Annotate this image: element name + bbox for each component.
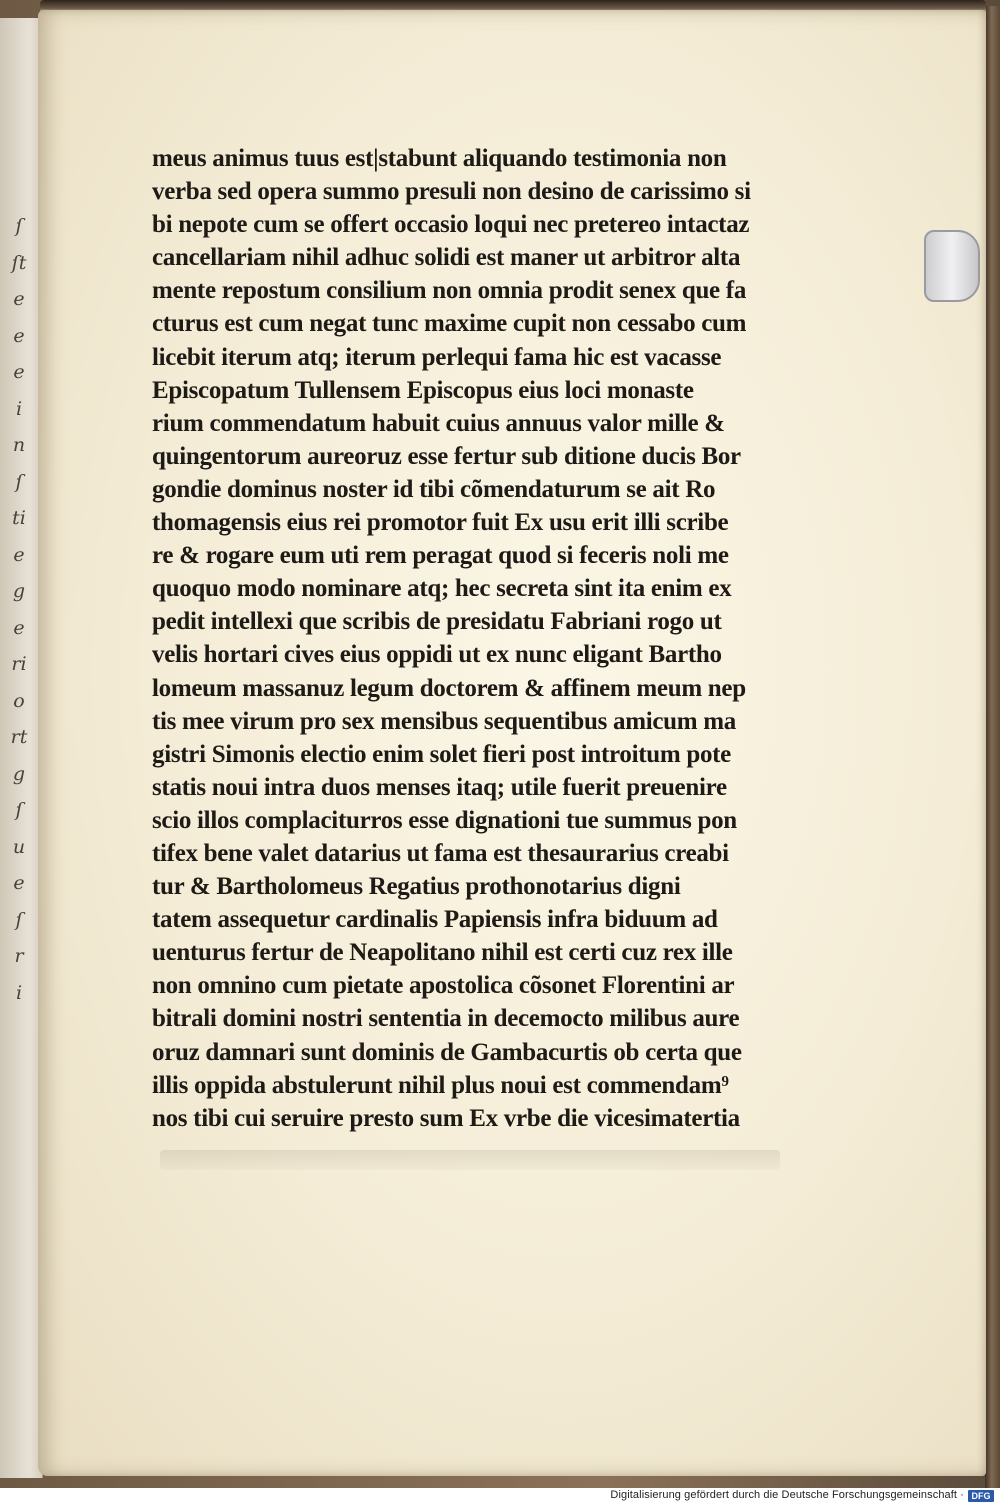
text-line: illis oppida abstulerunt nihil plus noui est commendam⁹ (152, 1071, 729, 1099)
text-line: lomeum massanuz legum doctorem & affinem meum nep (152, 674, 746, 702)
margin-letter: e (13, 361, 25, 383)
margin-letter: ſ (15, 908, 23, 931)
text-line: Episcopatum Tullensem Episcopus eius loci monaste (152, 376, 694, 404)
margin-letter: r (14, 945, 24, 967)
margin-letter: e (13, 872, 25, 894)
text-line: rium commendatum habuit cuius annuus valor mille & (152, 409, 725, 437)
margin-letter: ſt (11, 251, 27, 274)
margin-letter: n (12, 434, 26, 456)
text-line: statis noui intra duos menses itaq; utile fuerit preuenire (152, 773, 727, 801)
funding-note: Digitalisierung gefördert durch die Deutsche Forschungsgemeinschaft · (610, 1489, 964, 1501)
text-line: quingentorum aureoruz esse fertur sub ditione ducis Bor (152, 442, 741, 470)
page-clip (924, 230, 980, 302)
text-line: tur & Bartholomeus Regatius prothonotarius digni (152, 873, 681, 901)
text-line: velis hortari cives eius oppidi ut ex nunc eligant Bartho (152, 641, 722, 669)
margin-letter: ſ (15, 470, 23, 493)
text-line: quoquo modo nominare atq; hec secreta sint ita enim ex (152, 575, 732, 603)
text-line: tatem assequetur cardinalis Papiensis infra biduum ad (152, 906, 718, 934)
margin-letter: g (12, 580, 26, 602)
text-line: scio illos complaciturros esse dignationi tue summus pon (152, 806, 737, 834)
margin-letter: ſ (15, 799, 23, 821)
printed-text-block (152, 142, 792, 1135)
margin-letter: e (13, 616, 25, 639)
text-line: tifex bene valet datarius ut fama est thesaurarius creabi (152, 839, 729, 867)
text-line: pedit intellexi que scribis de presidatu Fabriani rogo ut (152, 608, 722, 636)
text-line: nos tibi cui seruire presto sum Ex vrbe die vicesimatertia (152, 1104, 740, 1132)
margin-letter: i (15, 981, 23, 1004)
text-line: tis mee virum pro sex mensibus sequentibus amicum ma (152, 707, 736, 735)
text-line: re & rogare eum uti rem peragat quod si feceris noli me (152, 542, 729, 570)
text-line: licebit iterum atq; iterum perlequi fama hic est vacasse (152, 343, 722, 371)
margin-letter: ri (11, 653, 27, 675)
text-line: mente repostum consilium non omnia prodit senex que fa (152, 277, 747, 305)
margin-letter: ſ (15, 215, 23, 237)
book-edge-right (985, 6, 1000, 1488)
margin-letter: e (13, 324, 25, 347)
text-line: non omnino cum pietate apostolica cõsonet Florentini ar (152, 972, 735, 1000)
text-line: bitrali domini nostri sententia in decemocto milibus aure (152, 1005, 740, 1033)
margin-letter: ti (12, 507, 26, 529)
text-line: bi nepote cum se offert occasio loqui nec pretereo intactaz (152, 211, 750, 239)
left-page-margin-letters (4, 208, 34, 1011)
text-line: meus animus tuus est|stabunt aliquando testimonia non (152, 145, 727, 172)
dfg-logo: DFG (968, 1490, 994, 1502)
margin-letter: i (15, 397, 23, 420)
ink-bleed-through (160, 1150, 780, 1170)
margin-letter: g (12, 762, 26, 785)
text-line: gondie dominus noster id tibi cõmendaturum se ait Ro (152, 475, 716, 503)
text-line: cancellariam nihil adhuc solidi est maner ut arbitror alta (152, 244, 741, 272)
margin-letter: e (13, 288, 25, 310)
margin-letter: o (13, 689, 25, 712)
text-line: gistri Simonis electio enim solet fieri post introitum pote (152, 740, 731, 768)
margin-letter: rt (10, 726, 28, 748)
left-facing-page (0, 18, 43, 1478)
text-line: oruz damnari sunt dominis de Gambacurtis ob certa que (152, 1038, 742, 1066)
text-line: verba sed opera summo presuli non desino de carissimo si (152, 178, 751, 206)
margin-letter: e (13, 543, 25, 566)
text-line: cturus est cum negat tunc maxime cupit non cessabo cum (152, 310, 747, 338)
text-line: uenturus fertur de Neapolitano nihil est certi cuz rex ille (152, 939, 733, 967)
margin-letter: u (12, 835, 26, 858)
text-line: thomagensis eius rei promotor fuit Ex usu erit illi scribe (152, 509, 729, 537)
